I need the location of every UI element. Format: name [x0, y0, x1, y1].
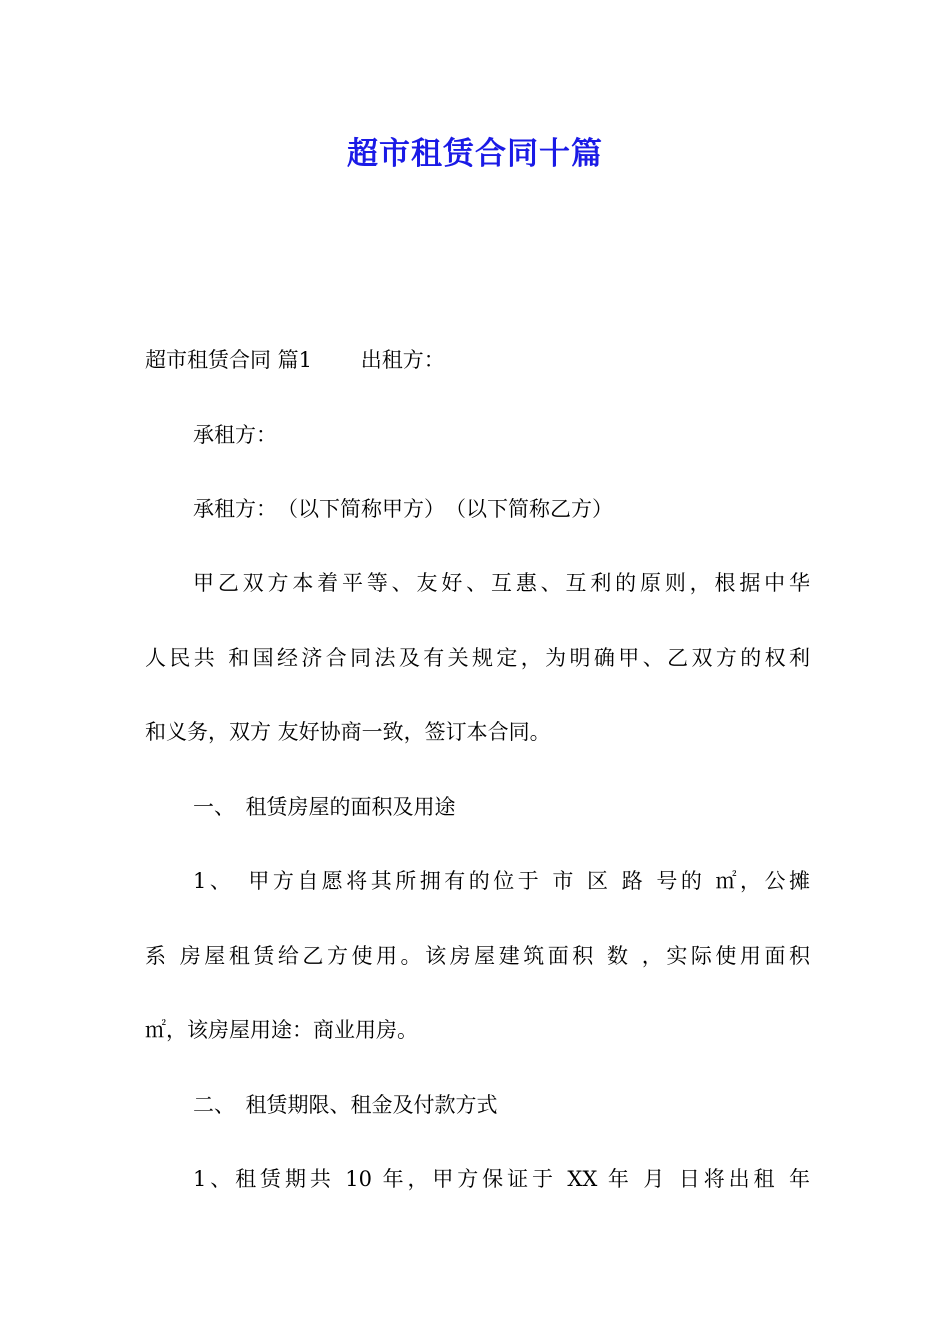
clause-1-line-1: 1、 甲方自愿将其所拥有的位于 市 区 路 号的 ㎡，公摊	[193, 869, 810, 893]
preamble-line-3: 和义务，双方 友好协商一致，签订本合同。	[145, 720, 551, 744]
preamble-line-2: 人民共 和国经济合同法及有关规定，为明确甲、乙双方的权利	[145, 646, 810, 670]
clause-heading-2: 二、 租赁期限、租金及付款方式	[193, 1093, 498, 1117]
lessee-abbrev-line: 承租方： （以下简称甲方） （以下简称乙方）	[193, 497, 613, 521]
clause-1-line-3: ㎡，该房屋用途：商业用房。	[145, 1018, 418, 1042]
document-title: 超市租赁合同十篇	[347, 136, 603, 172]
clause-2-line-1: 1、租赁期共 10 年，甲方保证于 XX 年 月 日将出租 年	[193, 1167, 810, 1191]
lessee-line: 承租方：	[193, 423, 277, 447]
preamble-line-1: 甲乙双方本着平等、友好、互惠、互利的原则，根据中华	[193, 571, 810, 595]
clause-heading-1: 一、 租赁房屋的面积及用途	[193, 795, 456, 819]
clause-1-line-2: 系 房屋租赁给乙方使用。该房屋建筑面积 数 ，实际使用面积	[145, 944, 810, 968]
section-heading-line: 超市租赁合同 篇1 出租方：	[145, 348, 445, 372]
